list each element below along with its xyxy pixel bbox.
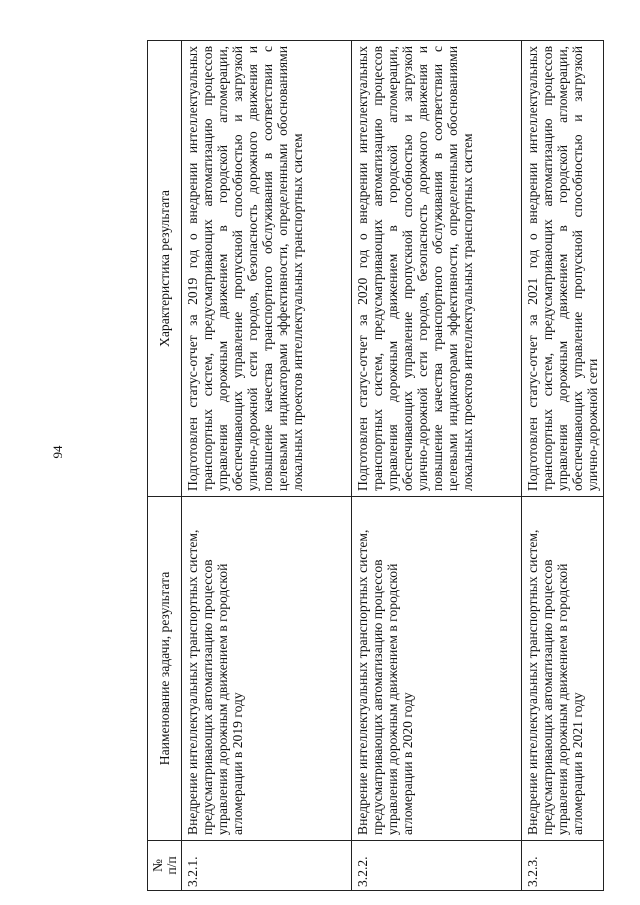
page-number: 94 [50,445,65,459]
row-task-name: Внедрение интеллектуальных транспортных систем, предусматривающих автоматизацию процессов управления дорожным движением в городской агломерации в 2021 году [522,497,604,841]
rotated-table-container [147,41,600,891]
table-header-row [148,41,182,891]
header-number-symbol: № [149,859,165,872]
row-task-name: Внедрение интеллектуальных транспортных систем, предусматривающих автоматизацию процессов управления дорожным движением в городской агломерации в 2019 году [182,497,352,841]
row-task-name: Внедрение интеллектуальных транспортных систем, предусматривающих автоматизацию процессов управления дорожным движением в городской агломерации в 2020 году [352,497,522,841]
row-result-description: Подготовлен статус-отчет за 2020 год о внедрении интеллектуальных транспортных систем, предусматривающих автоматизацию процессов управления дорожным движением в городской агломерации, обеспечивающих управление пропускной способностью и загрузкой улично-дорожной сети городов, безопасность дорожного движения и повышение качества транспортного обслуживания в соответствии с целевыми индикаторами эффективности, определенными обоснованиями локальных проектов интеллектуальных транспортных систем [352,41,522,497]
table-row [352,41,522,891]
row-result-description: Подготовлен статус-отчет за 2019 год о внедрении интеллектуальных транспортных систем, предусматривающих автоматизацию процессов управления дорожным движением в городской агломерации, обеспечивающих управление пропускной способностью и загрузкой улично-дорожной сети городов, безопасность дорожного движения и повышение качества транспортного обслуживания в соответствии с целевыми индикаторами эффективности, определенными обоснованиями локальных проектов интеллектуальных транспортных систем [182,41,352,497]
row-number: 3.2.1. [182,841,352,891]
header-description: Характеристика результата [148,41,182,497]
row-number: 3.2.3. [522,841,604,891]
row-number: 3.2.2. [352,841,522,891]
table-row [522,41,604,891]
header-name: Наименование задачи, результата [148,497,182,841]
header-number [148,841,182,891]
header-number-abbr: п/п [163,856,179,875]
results-table [147,40,604,891]
row-result-description: Подготовлен статус-отчет за 2021 год о внедрении интеллектуальных транспортных систем, предусматривающих автоматизацию процессов управления дорожным движением в городской агломерации, обеспечивающих управление пропускной способностью и загрузкой улично-дорожной сети [522,41,604,497]
table-row [182,41,352,891]
